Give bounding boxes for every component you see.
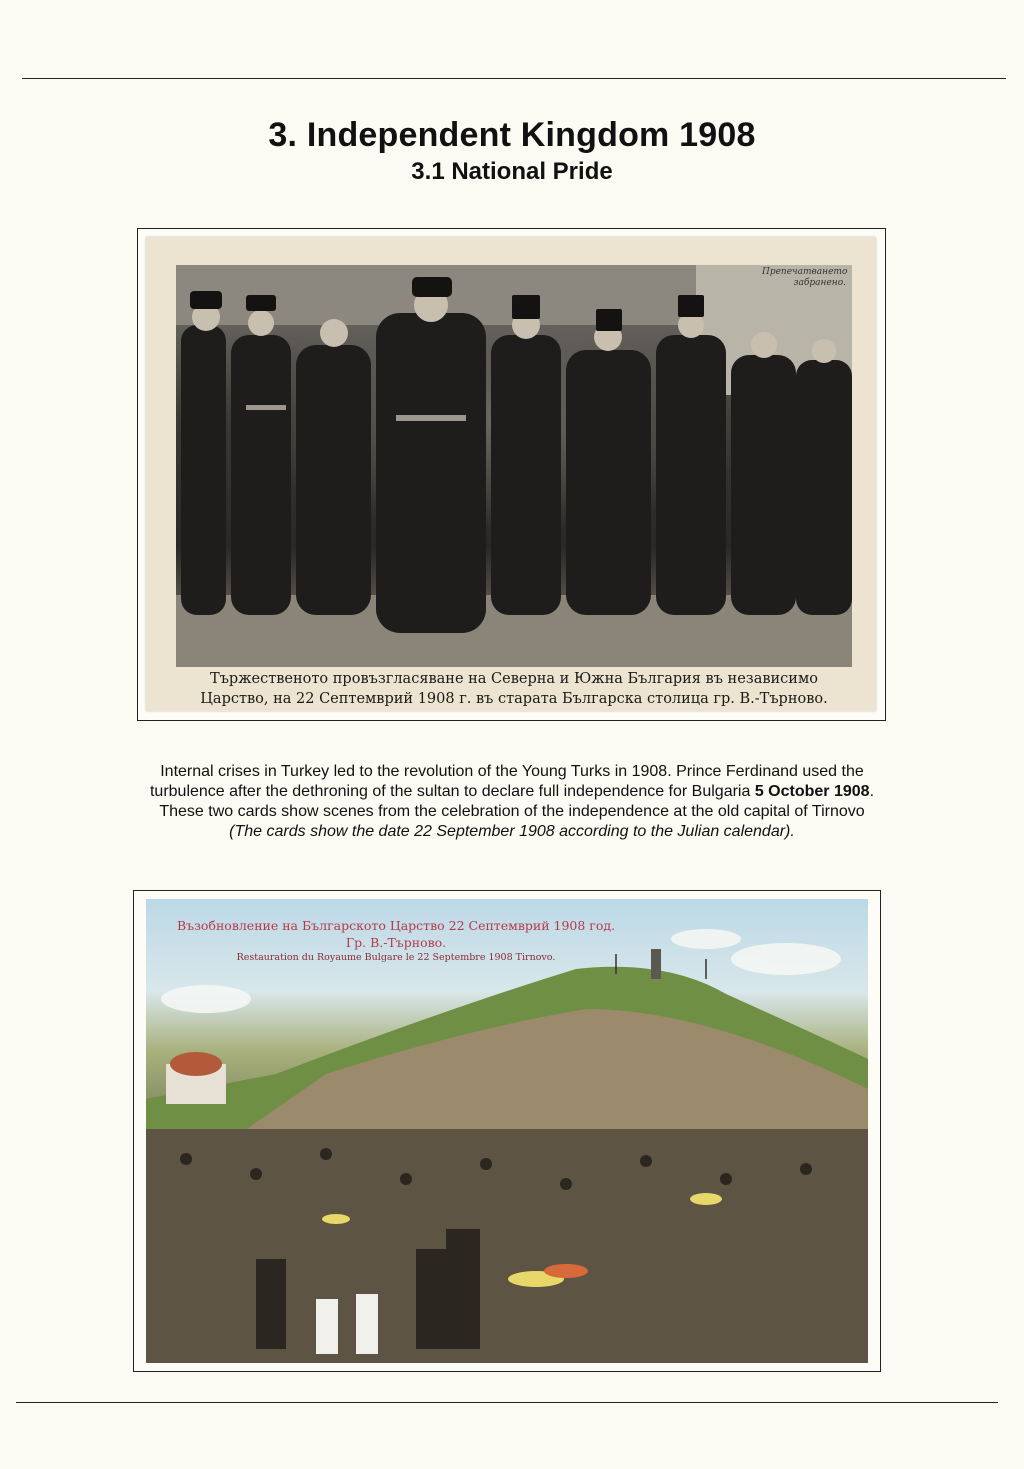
- postcard-top: [146, 237, 876, 711]
- bottom-divider: [16, 1402, 998, 1403]
- description-line-2-end: .: [869, 783, 875, 800]
- celebration-illustration: [146, 899, 868, 1363]
- description-line-2: [60, 782, 964, 802]
- independence-date: 5 October 1908: [754, 783, 870, 800]
- page-subtitle: 3.1 National Pride: [411, 158, 613, 185]
- description-line-4: (The cards show the date 22 September 1908 according to the Julian calendar).: [229, 823, 795, 840]
- description-text: [60, 762, 964, 842]
- caption-line-1: Тържественото провъзгласяване на Северна и Южна България въ независимо: [210, 671, 818, 687]
- reprint-notice: Препечатването забранено.: [762, 267, 848, 288]
- photo-illustration: [176, 265, 852, 667]
- page-title: 3. Independent Kingdom 1908: [268, 116, 756, 154]
- caption-line-2: Царство, на 22 Септемврий 1908 г. въ старата Българска столица гр. В.-Търново.: [200, 691, 828, 707]
- caption-bottom-line-3: Restauration du Royaume Bulgare le 22 Septembre 1908 Tirnovo.: [236, 952, 556, 963]
- description-line-2-text: turbulence after the dethroning of the sultan to declare full independence for Bulgaria: [149, 783, 755, 800]
- caption-bottom-line-1: Възобновление на Българското Царство 22 Септемврий 1908 год.: [176, 918, 616, 933]
- top-divider: [22, 78, 1006, 79]
- postcard-frame-top: [137, 228, 886, 721]
- postcard-bottom-caption: [146, 917, 646, 965]
- description-line-1: Internal crises in Turkey led to the revolution of the Young Turks in 1908. Prince Ferdinand used the: [160, 763, 864, 780]
- caption-bottom-line-2: Гр. В.-Търново.: [345, 935, 447, 950]
- postcard-frame-bottom: [133, 890, 881, 1372]
- description-line-3: These two cards show scenes from the celebration of the independence at the old capital of Tirnovo: [159, 803, 865, 820]
- postcard-top-caption: [166, 669, 862, 709]
- postcard-bottom: [146, 899, 868, 1363]
- postcard-photo-dignitaries: [176, 265, 852, 667]
